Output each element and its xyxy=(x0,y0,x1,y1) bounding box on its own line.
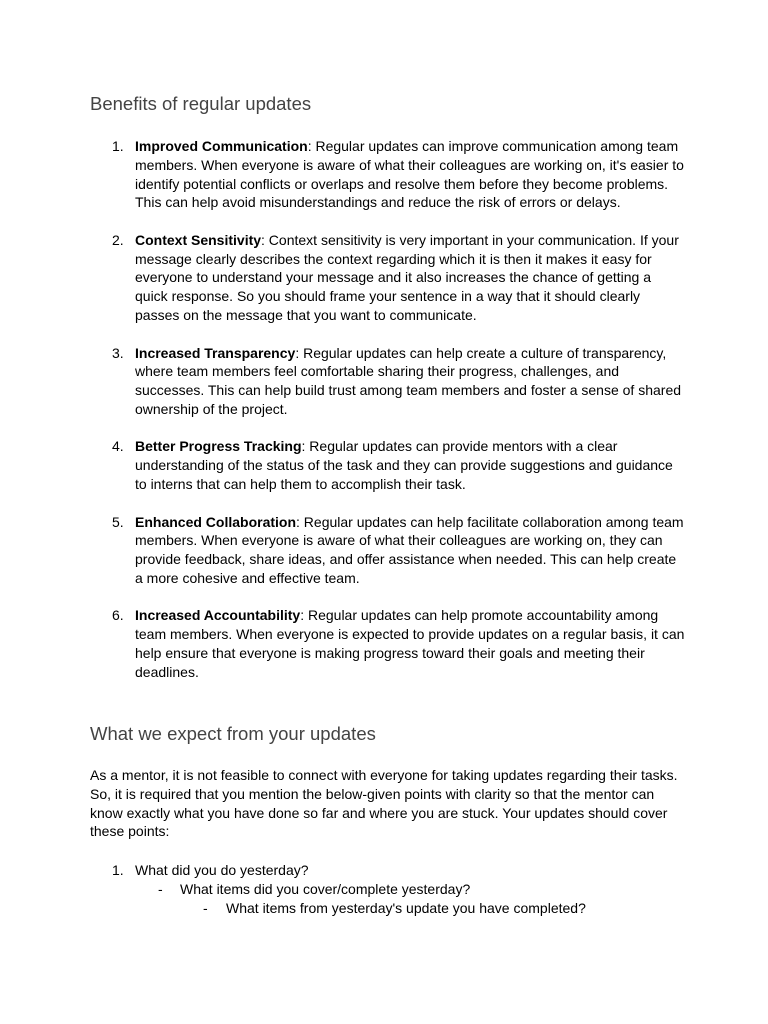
benefit-body xyxy=(135,344,685,419)
list-item-text: What did you do yesterday? xyxy=(135,862,309,878)
benefit-body xyxy=(135,606,685,681)
benefit-term: Enhanced Collaboration xyxy=(135,513,297,530)
list-number: 4. xyxy=(112,438,124,455)
benefit-item xyxy=(0,231,768,325)
benefit-text: : Regular updates can help promote accountability among team members. When everyone is expected to provide updates on a regular basis, it can help ensure that everyone is making progress toward their goals and meeting their deadlines. xyxy=(135,607,685,680)
heading-benefits: Benefits of regular updates xyxy=(90,93,312,114)
list-number: 1. xyxy=(112,138,124,154)
benefit-term: Improved Communication xyxy=(135,138,308,154)
dash-bullet: - xyxy=(158,881,163,897)
dash-bullet: - xyxy=(203,900,208,916)
list-number: 2. xyxy=(112,231,124,248)
benefit-text: : Context sensitivity is very important in your communication. If your message clearly describes the context regarding which it is then it makes it easy for everyone to understand your message and it also increases the chance of getting a quick response. So you should frame your sentence in a way that it should clearly passes on the message that you want to communicate. xyxy=(135,231,679,324)
heading-expectations: What we expect from your updates xyxy=(90,723,376,744)
benefit-body xyxy=(135,437,685,493)
expectations-paragraph: As a mentor, it is not feasible to connect with everyone for taking updates regarding their tasks. So, it is required that you mention the below-given points with clarity so that the mentor can know exactly what you have done so far and where you are stuck. Your updates should cover these points: xyxy=(90,767,678,840)
sub-sub-list-item-text: What items from yesterday's update you have completed? xyxy=(226,900,586,916)
benefits-list xyxy=(0,137,768,700)
benefit-item xyxy=(0,437,768,493)
benefit-text: : Regular updates can help facilitate collaboration among team members. When everyone is aware of what their colleagues are working on, they can provide feedback, share ideas, and offer assistance when needed. This can help create a more cohesive and effective team. xyxy=(135,513,684,586)
benefit-body xyxy=(135,513,685,588)
list-number: 5. xyxy=(112,513,124,530)
benefit-term: Increased Transparency xyxy=(135,344,296,361)
list-number: 3. xyxy=(112,344,124,361)
benefit-term: Better Progress Tracking xyxy=(135,438,302,455)
list-number: 6. xyxy=(112,607,124,624)
benefit-text: : Regular updates can improve communication among team members. When everyone is aware of what their colleagues are working on, it's easier to identify potential conflicts or overlaps and resolve them before they become problems. This can help avoid misunderstandings and reduce the risk of errors or delays. xyxy=(135,138,684,211)
benefit-item xyxy=(0,513,768,588)
benefit-body xyxy=(135,231,685,325)
benefit-item xyxy=(0,606,768,681)
benefit-item xyxy=(0,137,768,212)
list-number: 1. xyxy=(112,862,124,878)
benefit-term: Context Sensitivity xyxy=(135,231,262,248)
benefit-text: : Regular updates can help create a culture of transparency, where team members feel comfortable sharing their progress, challenges, and successes. This can help build trust among team members and foster a sense of shared ownership of the project. xyxy=(135,344,682,417)
benefit-text: : Regular updates can provide mentors with a clear understanding of the status of the task and they can provide suggestions and guidance to interns that can help them to accomplish their task. xyxy=(135,438,673,493)
sub-list-item-text: What items did you cover/complete yesterday? xyxy=(180,881,471,897)
benefit-body xyxy=(135,137,685,212)
benefit-item xyxy=(0,344,768,419)
benefit-term: Increased Accountability xyxy=(135,607,301,624)
